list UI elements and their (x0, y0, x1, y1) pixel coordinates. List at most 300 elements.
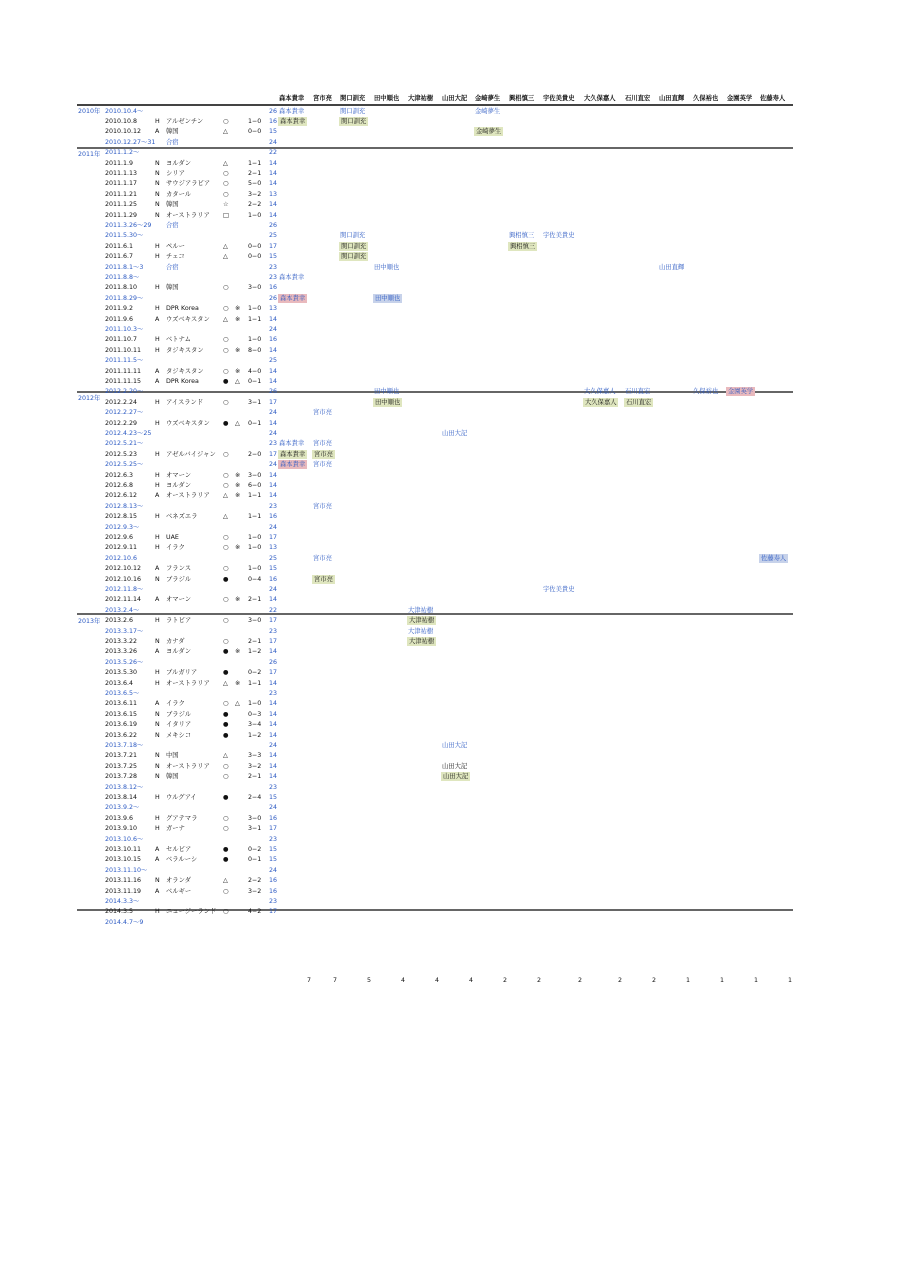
squad-count: 26 (269, 388, 278, 396)
player-cell: 大津祐樹 (409, 617, 435, 625)
result-symbol: ○ (223, 190, 229, 198)
opponent: 韓国 (166, 773, 179, 781)
year-label-2013: 2013年 (78, 618, 101, 625)
score: 1−1 (248, 159, 262, 167)
player-cell: 田中順也 (375, 398, 401, 406)
opponent: タジキスタン (166, 367, 204, 375)
result-symbol: ○ (223, 481, 229, 489)
home-away: A (155, 700, 160, 708)
squad-count: 16 (269, 575, 278, 583)
player-header: 関口訓充 (340, 95, 366, 102)
home-away: A (155, 596, 160, 604)
score: 3−1 (248, 398, 262, 406)
player-cell: 金崎夢生 (475, 107, 501, 115)
score: 3−2 (248, 762, 262, 770)
player-header: 森本貴幸 (279, 95, 305, 102)
home-away: H (155, 346, 160, 354)
match-date: 2012.10.12 (105, 565, 142, 573)
squad-count: 14 (269, 700, 278, 708)
score: 1−0 (248, 211, 262, 219)
home-away: A (155, 315, 160, 323)
result-symbol: ○ (223, 762, 229, 770)
score: 5−0 (248, 180, 262, 188)
home-away: N (155, 201, 160, 209)
match-date: 2011.6.1 (105, 242, 134, 250)
match-date: 2013.8.14 (105, 793, 138, 801)
score: 1−0 (248, 533, 262, 541)
score: 4−2 (248, 908, 262, 916)
squad-count: 17 (269, 398, 278, 406)
opponent: ブルガリア (166, 669, 198, 677)
squad-count: 14 (269, 159, 278, 167)
player-header: 大久保嘉人 (584, 95, 616, 102)
qualifier-symbol: △ (235, 700, 240, 708)
home-away: N (155, 190, 160, 198)
opponent: シリア (166, 169, 185, 177)
squad-count: 17 (269, 669, 278, 677)
player-cell: 森本貴幸 (280, 294, 306, 302)
camp-date: 2011.1.2～ (105, 149, 140, 157)
squad-count: 13 (269, 190, 278, 198)
opponent: ガーナ (166, 825, 185, 833)
home-away: N (155, 159, 160, 167)
player-cell: 金崎夢生 (476, 128, 502, 136)
squad-count: 23 (269, 502, 278, 510)
result-symbol: ○ (223, 533, 229, 541)
player-cell: 大津祐樹 (408, 606, 434, 614)
squad-count: 17 (269, 825, 278, 833)
squad-count: 17 (269, 533, 278, 541)
score: 0−0 (248, 128, 262, 136)
squad-count: 23 (269, 897, 278, 905)
squad-count: 14 (269, 169, 278, 177)
match-date: 2011.1.9 (105, 159, 134, 167)
squad-count: 16 (269, 887, 278, 895)
opponent: ブラジル (166, 710, 192, 718)
squad-count: 24 (269, 804, 278, 812)
score: 0−4 (248, 575, 262, 583)
home-away: N (155, 752, 160, 760)
home-away: H (155, 908, 160, 916)
player-cell: 山田大記 (443, 773, 469, 781)
home-away: N (155, 637, 160, 645)
score: 1−2 (248, 648, 262, 656)
score: 3−2 (248, 887, 262, 895)
squad-count: 16 (269, 336, 278, 344)
player-cell: 森本貴幸 (279, 273, 305, 281)
result-symbol: ● (223, 419, 229, 427)
score: 2−2 (248, 201, 262, 209)
squad-count: 14 (269, 377, 278, 385)
camp-label: 合宿 (166, 221, 179, 229)
squad-count: 24 (269, 409, 278, 417)
player-cell: 関口訓充 (340, 107, 366, 115)
opponent: 韓国 (166, 128, 179, 136)
result-symbol: ● (223, 845, 229, 853)
score: 3−1 (248, 825, 262, 833)
squad-count: 25 (269, 357, 278, 365)
result-symbol: △ (223, 315, 228, 323)
match-date: 2013.6.22 (105, 731, 138, 739)
score: 3−0 (248, 814, 262, 822)
opponent: アルゼンチン (166, 117, 204, 125)
player-cell: 興梠慎三 (510, 242, 536, 250)
opponent: オーストラリア (166, 679, 210, 687)
opponent: ベラルーシ (166, 856, 198, 864)
squad-count: 22 (269, 149, 278, 157)
squad-count: 13 (269, 305, 278, 313)
squad-count: 17 (269, 617, 278, 625)
match-date: 2011.10.11 (105, 346, 142, 354)
match-date: 2012.9.6 (105, 533, 134, 541)
camp-date: 2013.10.6～ (105, 835, 144, 843)
result-symbol: ○ (223, 117, 229, 125)
result-symbol: ● (223, 731, 229, 739)
match-date: 2011.1.21 (105, 190, 138, 198)
opponent: メキシコ (166, 731, 192, 739)
squad-count: 16 (269, 284, 278, 292)
match-date: 2011.1.13 (105, 169, 138, 177)
match-date: 2011.1.25 (105, 201, 138, 209)
match-date: 2011.1.29 (105, 211, 138, 219)
player-header: 金園英学 (727, 95, 753, 102)
home-away: N (155, 762, 160, 770)
score: 2−1 (248, 637, 262, 645)
qualifier-symbol: ※ (235, 648, 241, 656)
result-symbol: △ (223, 679, 228, 687)
qualifier-symbol: ※ (235, 679, 241, 687)
opponent: セルビア (166, 845, 192, 853)
player-cell: 大津祐樹 (409, 637, 435, 645)
match-date: 2013.2.6 (105, 617, 134, 625)
match-date: 2011.8.10 (105, 284, 138, 292)
qualifier-symbol: ※ (235, 544, 241, 552)
home-away: H (155, 253, 160, 261)
squad-count: 15 (269, 856, 278, 864)
result-symbol: ○ (223, 887, 229, 895)
camp-date: 2011.5.30～ (105, 232, 144, 240)
result-symbol: ● (223, 377, 229, 385)
squad-count: 16 (269, 513, 278, 521)
squad-count: 17 (269, 242, 278, 250)
camp-date: 2013.2.4～ (105, 606, 140, 614)
player-header: 久保裕也 (693, 95, 719, 102)
score: 1−0 (248, 700, 262, 708)
squad-count: 14 (269, 419, 278, 427)
squad-count: 24 (269, 523, 278, 531)
result-symbol: ○ (223, 617, 229, 625)
opponent: オマーン (166, 471, 192, 479)
result-symbol: ○ (223, 544, 229, 552)
camp-date: 2013.7.18～ (105, 741, 144, 749)
player-cell: 宮市亮 (313, 554, 332, 562)
match-date: 2012.5.23 (105, 450, 138, 458)
match-date: 2010.10.8 (105, 117, 138, 125)
player-total: 1 (787, 977, 792, 984)
home-away: N (155, 169, 160, 177)
squad-count: 17 (269, 450, 278, 458)
player-cell: 森本貴幸 (279, 107, 305, 115)
player-total: 4 (468, 977, 473, 984)
player-cell: 山田大記 (442, 429, 468, 437)
qualifier-symbol: ※ (235, 471, 241, 479)
player-header: 興梠慎三 (509, 95, 535, 102)
result-symbol: ☆ (223, 201, 229, 209)
squad-count: 23 (269, 835, 278, 843)
opponent: イラク (166, 544, 185, 552)
match-date: 2012.10.16 (105, 575, 142, 583)
opponent: アイスランド (166, 398, 204, 406)
section-divider-2012 (77, 391, 793, 393)
player-header: 田中順也 (374, 95, 400, 102)
camp-date: 2013.8.12～ (105, 783, 144, 791)
player-header: 山田直輝 (659, 95, 685, 102)
result-symbol: △ (223, 253, 228, 261)
home-away: H (155, 513, 160, 521)
result-symbol: ○ (223, 700, 229, 708)
home-away: A (155, 648, 160, 656)
home-away: H (155, 825, 160, 833)
camp-label: 合宿 (166, 138, 179, 146)
match-date: 2013.7.21 (105, 752, 138, 760)
opponent: サウジアラビア (166, 180, 211, 188)
player-total: 1 (753, 977, 758, 984)
squad-count: 26 (269, 294, 278, 302)
score: 0−1 (248, 419, 262, 427)
player-cell: 宇佐美貴史 (543, 232, 575, 240)
player-cell: 関口訓充 (341, 242, 367, 250)
home-away: H (155, 450, 160, 458)
match-date: 2011.6.7 (105, 253, 134, 261)
home-away: A (155, 492, 160, 500)
score: 1−0 (248, 336, 262, 344)
player-total: 7 (332, 977, 337, 984)
camp-date: 2012.5.25～ (105, 461, 144, 469)
squad-count: 14 (269, 180, 278, 188)
opponent: DPR Korea (166, 305, 199, 313)
score: 0−2 (248, 669, 262, 677)
result-symbol: △ (223, 492, 228, 500)
home-away: H (155, 284, 160, 292)
result-symbol: ○ (223, 180, 229, 188)
match-date: 2013.6.15 (105, 710, 138, 718)
camp-date: 2010.12.27～31 (105, 138, 156, 146)
player-header: 宇佐美貴史 (543, 95, 575, 102)
opponent: ベルギー (166, 887, 192, 895)
opponent: UAE (166, 533, 179, 541)
squad-count: 16 (269, 117, 278, 125)
match-date: 2013.6.11 (105, 700, 138, 708)
squad-count: 14 (269, 762, 278, 770)
squad-count: 14 (269, 752, 278, 760)
squad-count: 26 (269, 658, 278, 666)
result-symbol: △ (223, 877, 228, 885)
player-total: 4 (400, 977, 405, 984)
opponent: カナダ (166, 637, 185, 645)
player-cell: 宮市亮 (313, 461, 332, 469)
home-away: N (155, 211, 160, 219)
camp-date: 2012.9.3～ (105, 523, 140, 531)
score: 0−3 (248, 710, 262, 718)
result-symbol: ○ (223, 367, 229, 375)
squad-count: 26 (269, 107, 278, 115)
score: 1−0 (248, 544, 262, 552)
player-header: 宮市亮 (313, 95, 332, 102)
camp-date: 2012.11.8～ (105, 585, 144, 593)
squad-count: 24 (269, 429, 278, 437)
player-header: 山田大記 (442, 95, 468, 102)
score: 0−2 (248, 845, 262, 853)
score: 3−0 (248, 471, 262, 479)
score: 3−0 (248, 284, 262, 292)
squad-count: 14 (269, 315, 278, 323)
home-away: H (155, 117, 160, 125)
squad-count: 14 (269, 481, 278, 489)
player-cell: 宮市亮 (313, 440, 332, 448)
camp-date: 2012.2.27～ (105, 409, 144, 417)
qualifier-symbol: ※ (235, 305, 241, 313)
score: 3−0 (248, 617, 262, 625)
camp-date: 2013.5.26～ (105, 658, 144, 666)
squad-count: 14 (269, 648, 278, 656)
opponent: フランス (166, 565, 191, 573)
qualifier-symbol: ※ (235, 315, 241, 323)
player-cell: 久保裕也 (693, 388, 719, 396)
player-cell: 宮市亮 (314, 450, 333, 458)
player-cell: 森本貴幸 (279, 440, 305, 448)
score: 1−0 (248, 305, 262, 313)
squad-count: 23 (269, 273, 278, 281)
camp-date: 2013.6.5～ (105, 689, 140, 697)
match-date: 2011.11.11 (105, 367, 142, 375)
squad-count: 14 (269, 679, 278, 687)
player-total: 4 (434, 977, 439, 984)
match-date: 2013.11.16 (105, 877, 142, 885)
match-date: 2011.1.17 (105, 180, 138, 188)
opponent: ベトナム (166, 336, 191, 344)
result-symbol: ○ (223, 346, 229, 354)
match-date: 2012.8.15 (105, 513, 138, 521)
player-cell: 宮市亮 (314, 575, 333, 583)
camp-date: 2011.11.5～ (105, 357, 144, 365)
result-symbol: ● (223, 648, 229, 656)
camp-date: 2014.3.3～ (105, 897, 140, 905)
opponent: ヨルダン (166, 481, 191, 489)
home-away: N (155, 731, 160, 739)
squad-count: 14 (269, 211, 278, 219)
score: 3−2 (248, 190, 262, 198)
player-total: 2 (577, 977, 582, 984)
player-cell: 宮市亮 (313, 409, 332, 417)
squad-count: 17 (269, 908, 278, 916)
player-cell: 田中順也 (375, 294, 401, 302)
header-divider (77, 104, 793, 106)
camp-date: 2014.4.7～9 (105, 918, 144, 926)
squad-count: 14 (269, 471, 278, 479)
opponent: ウズベキスタン (166, 315, 210, 323)
camp-date: 2013.3.17～ (105, 627, 144, 635)
camp-date: 2013.11.10～ (105, 866, 148, 874)
squad-count: 14 (269, 710, 278, 718)
match-date: 2013.10.11 (105, 845, 142, 853)
home-away: H (155, 419, 160, 427)
match-date: 2013.5.30 (105, 669, 138, 677)
camp-date: 2011.8.8～ (105, 273, 140, 281)
match-date: 2012.6.8 (105, 481, 134, 489)
opponent: ヨルダン (166, 648, 191, 656)
squad-count: 15 (269, 793, 278, 801)
result-symbol: ○ (223, 471, 229, 479)
squad-count: 24 (269, 138, 278, 146)
camp-date: 2011.8.1～3 (105, 263, 144, 271)
player-cell: 関口訓充 (341, 253, 367, 261)
result-symbol: ● (223, 721, 229, 729)
score: 2−4 (248, 793, 262, 801)
home-away: H (155, 533, 160, 541)
result-symbol: ○ (223, 825, 229, 833)
score: 6−0 (248, 481, 262, 489)
squad-count: 22 (269, 606, 278, 614)
home-away: N (155, 877, 160, 885)
camp-date: 2012.10.6 (105, 554, 138, 562)
result-symbol: ○ (223, 305, 229, 313)
player-total: 2 (502, 977, 507, 984)
opponent: ベネズエラ (166, 513, 198, 521)
qualifier-symbol: △ (235, 419, 240, 427)
squad-count: 15 (269, 845, 278, 853)
opponent: ラトビア (166, 617, 192, 625)
match-date: 2014.3.5 (105, 908, 134, 916)
year-label-2010: 2010年 (78, 108, 101, 115)
match-date: 2012.2.29 (105, 419, 138, 427)
home-away: H (155, 336, 160, 344)
opponent: イタリア (166, 721, 192, 729)
opponent: 韓国 (166, 201, 179, 209)
player-cell: 興梠慎三 (509, 232, 535, 240)
squad-count: 23 (269, 689, 278, 697)
squad-count: 24 (269, 585, 278, 593)
home-away: A (155, 565, 160, 573)
result-symbol: ● (223, 710, 229, 718)
camp-date: 2013.9.2～ (105, 804, 140, 812)
match-date: 2010.10.12 (105, 128, 142, 136)
squad-count: 14 (269, 721, 278, 729)
squad-count: 24 (269, 461, 278, 469)
score: 1−0 (248, 117, 262, 125)
squad-count: 14 (269, 201, 278, 209)
score: 2−1 (248, 169, 262, 177)
result-symbol: ○ (223, 565, 229, 573)
match-date: 2012.6.3 (105, 471, 134, 479)
squad-count: 17 (269, 637, 278, 645)
player-cell: 宮市亮 (313, 502, 332, 510)
squad-count: 14 (269, 731, 278, 739)
result-symbol: ○ (223, 908, 229, 916)
match-date: 2012.2.24 (105, 398, 138, 406)
home-away: H (155, 617, 160, 625)
year-label-2011: 2011年 (78, 151, 101, 158)
home-away: H (155, 481, 160, 489)
player-cell: 大津祐樹 (408, 627, 434, 635)
score: 2−1 (248, 596, 262, 604)
player-cell: 石川直宏 (625, 388, 651, 396)
camp-date: 2012.2.20～ (105, 388, 144, 396)
camp-date: 2012.8.13～ (105, 502, 144, 510)
player-header: 石川直宏 (625, 95, 651, 102)
match-date: 2013.11.19 (105, 887, 142, 895)
camp-date: 2011.10.3～ (105, 325, 144, 333)
player-header: 金崎夢生 (475, 95, 501, 102)
